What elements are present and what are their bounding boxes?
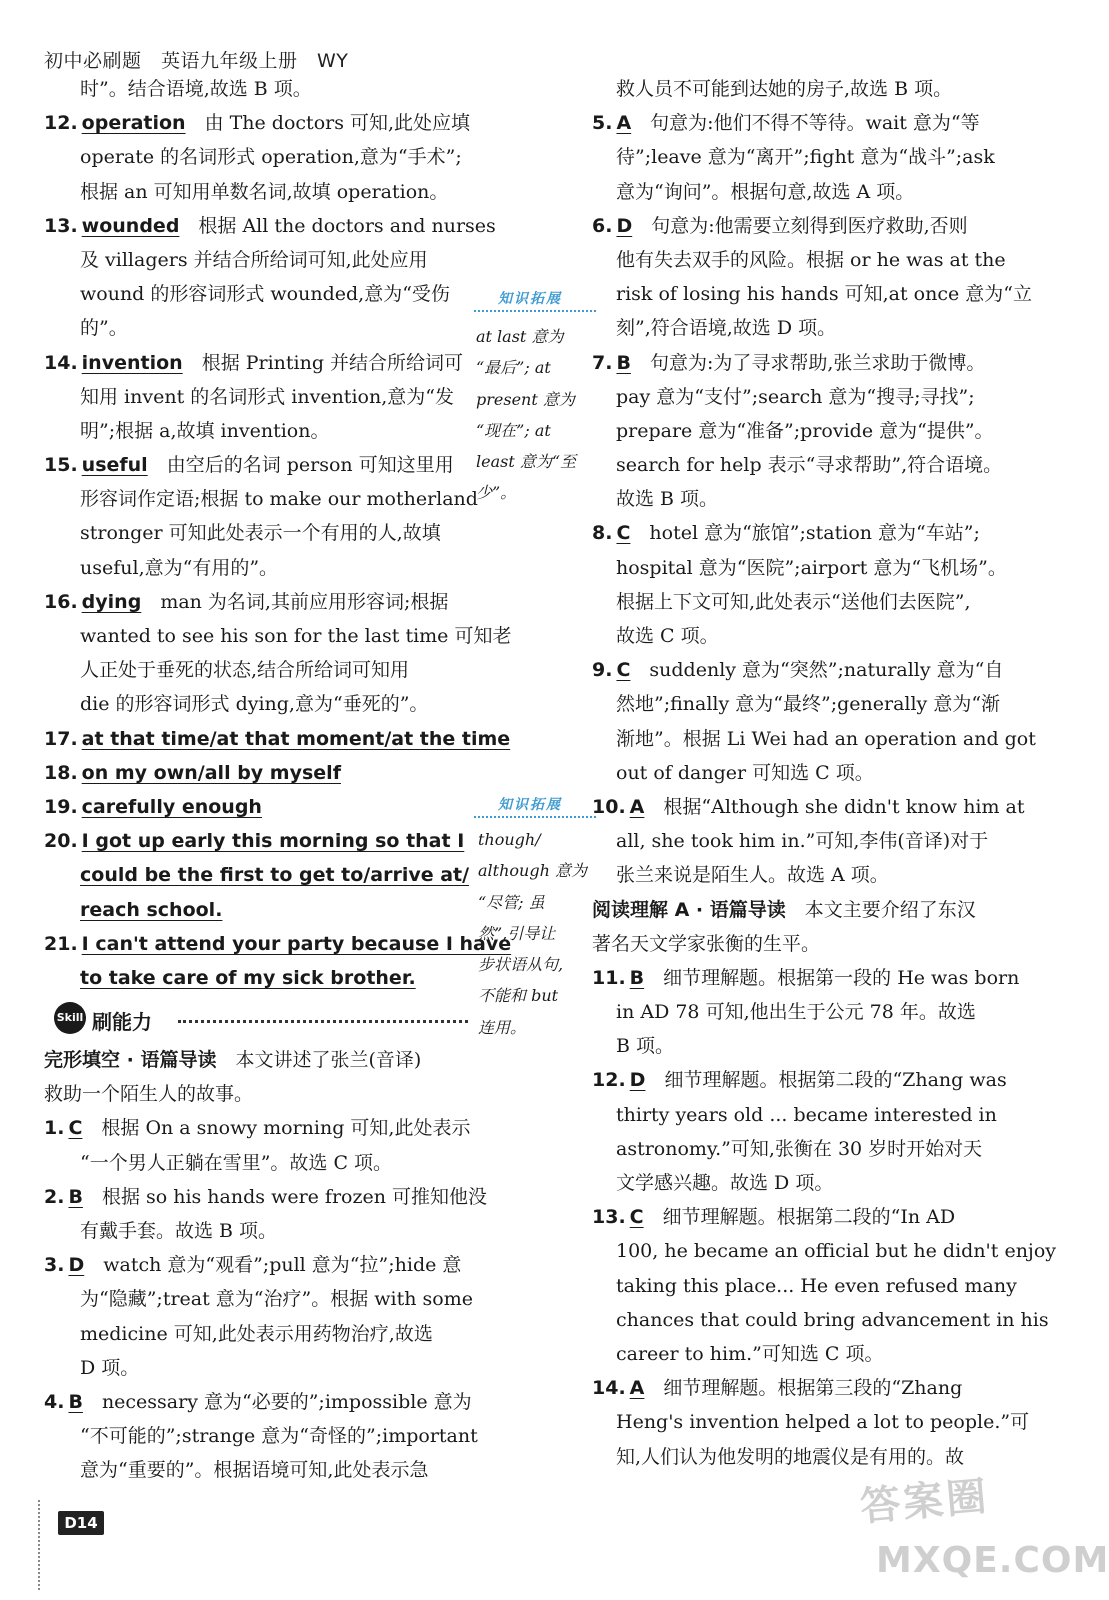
explanation-text: wound 的形容词形式 wounded,意为“受伤 <box>80 283 450 306</box>
answer-line <box>44 1111 474 1145</box>
explanation-text: 由 The doctors 可知,此处应填 <box>185 112 471 135</box>
answer-line <box>44 1077 474 1111</box>
answer-line <box>44 722 511 756</box>
explanation-text: 细节理解题。根据第二段的“Zhang was <box>645 1069 1007 1092</box>
answer-line <box>592 516 1017 550</box>
answer-line <box>592 482 1017 516</box>
explanation-text: 由空后的名词 person 可知这里用 <box>147 454 454 477</box>
explanation-text: operate 的名词形式 operation,意为“手术”; <box>80 146 462 169</box>
answer-line <box>44 72 474 106</box>
explanation-text: astronomy.”可知,张衡在 30 岁时开始对天 <box>616 1137 983 1160</box>
answer-line <box>592 961 1020 995</box>
sidebar-note-line: least 意为“至 <box>476 452 577 472</box>
item-number: 19. <box>44 795 78 818</box>
answer-line <box>592 1269 1017 1303</box>
answer-text: C <box>616 659 631 682</box>
item-number: 12. <box>592 1069 626 1092</box>
answer-text: I can't attend your party because I have <box>81 932 512 955</box>
answer-text: reach school. <box>80 898 223 921</box>
explanation-text: all, she took him in.”可知,李伟(音译)对于 <box>616 830 989 853</box>
answer-line <box>44 1453 474 1487</box>
answer-line <box>44 482 478 516</box>
explanation-text: 根据 an 可知用单数名词,故填 operation。 <box>80 180 449 203</box>
explanation-text: 著名天文学家张衡的生平。 <box>592 932 821 955</box>
answer-line <box>44 346 474 380</box>
knowledge-extension-banner <box>474 288 596 312</box>
explanation-text: 意为“询问”。根据句意,故选 A 项。 <box>616 180 915 203</box>
answer-line <box>592 72 1017 106</box>
answer-line <box>592 106 1017 140</box>
answer-line <box>44 893 474 927</box>
answer-line <box>44 858 474 892</box>
answer-text: could be the first to get to/arrive at/ <box>80 864 470 887</box>
explanation-text: pay 意为“支付”;search 意为“搜寻;寻找”; <box>616 385 975 408</box>
explanation-text: 细节理解题。根据第一段的 He was born <box>644 966 1020 989</box>
sidebar-note-line: present 意为 <box>476 389 575 409</box>
running-header: 初中必刷题 英语九年级上册 WY <box>44 50 349 72</box>
answer-line <box>44 209 496 243</box>
answer-line <box>592 1371 1017 1405</box>
answer-text: B <box>68 1185 83 1208</box>
explanation-text: die 的形容词形式 dying,意为“垂死的”。 <box>80 693 429 716</box>
answer-text: dying <box>81 590 142 613</box>
page-number: D14 <box>58 1511 104 1535</box>
explanation-text: useful,意为“有用的”。 <box>80 556 279 579</box>
answer-text: at that time/at that moment/at the time <box>81 727 511 750</box>
explanation-text: 知用 invent 的名词形式 invention,意为“发 <box>80 385 454 408</box>
explanation-text: 根据 All the doctors and nurses <box>179 214 496 237</box>
explanation-text: 知,人们认为他发明的地震仪是有用的。故 <box>616 1445 965 1468</box>
explanation-text: career to him.”可知选 C 项。 <box>616 1342 884 1365</box>
answer-line <box>44 1043 474 1077</box>
answer-line <box>592 1098 1017 1132</box>
explanation-text: man 为名词,其前应用形容词;根据 <box>141 590 449 613</box>
watermark-url: MXQE.COM <box>876 1540 1109 1581</box>
explanation-text: 100, he became an official but he didn't enjoy <box>616 1240 1056 1263</box>
answer-line <box>592 619 1017 653</box>
explanation-text: 待”;leave 意为“离开”;fight 意为“战斗”;ask <box>616 146 995 169</box>
answer-line <box>592 1234 1056 1268</box>
sidebar-note-line: “最后”; at <box>476 358 551 378</box>
explanation-text: hotel 意为“旅馆”;station 意为“车站”; <box>630 522 980 545</box>
explanation-text: 救助一个陌生人的故事。 <box>44 1083 254 1106</box>
sidebar-note-line: “尽管; 虽 <box>478 892 545 912</box>
answer-line <box>44 311 474 345</box>
answer-line <box>44 824 474 858</box>
explanation-text: 本文讲述了张兰(音译) <box>216 1049 422 1072</box>
answer-line <box>44 277 474 311</box>
explanation-text: B 项。 <box>616 1035 675 1058</box>
answer-line <box>592 858 1017 892</box>
explanation-text: 人正处于垂死的状态,结合所给词可知用 <box>80 659 410 682</box>
answer-line <box>44 653 474 687</box>
item-number: 5. <box>592 112 613 135</box>
answer-line <box>44 243 474 277</box>
answer-text: B <box>68 1390 83 1413</box>
answer-text: on my own/all by myself <box>81 761 341 784</box>
answer-line <box>592 687 1017 721</box>
item-number: 9. <box>592 659 613 682</box>
answer-line <box>44 414 474 448</box>
knowledge-extension-label: 知识拓展 <box>498 291 562 307</box>
explanation-text: suddenly 意为“突然”;naturally 意为“自 <box>630 659 1004 682</box>
answer-line <box>44 1180 488 1214</box>
skill-badge-icon: Skill <box>54 1002 86 1034</box>
explanation-text: 意为“重要的”。根据语境可知,此处表示急 <box>80 1459 429 1482</box>
item-number: 14. <box>592 1377 626 1400</box>
answer-line <box>592 824 1017 858</box>
item-number: 21. <box>44 932 78 955</box>
explanation-text: 文学感兴趣。故选 D 项。 <box>616 1172 834 1194</box>
item-number: 2. <box>44 1185 65 1208</box>
explanation-text: chances that could bring advancement in his <box>616 1308 1049 1331</box>
item-number: 6. <box>592 214 613 237</box>
answer-line <box>44 790 474 824</box>
answer-line <box>592 448 1017 482</box>
explanation-text: 为“隐藏”;treat 意为“治疗”。根据 with some <box>80 1288 473 1311</box>
answer-line <box>592 209 1017 243</box>
explanation-text: Heng's invention helped a lot to people.”可 <box>616 1411 1030 1434</box>
sidebar-note-line: although 意为 <box>478 861 587 881</box>
answer-line <box>592 722 1036 756</box>
explanation-text: 刻”,符合语境,故选 D 项。 <box>616 317 837 340</box>
explanation-text: thirty years old ... became interested in <box>616 1103 997 1126</box>
item-number: 15. <box>44 454 78 477</box>
answer-line <box>592 1132 1017 1166</box>
answer-text: operation <box>81 112 186 135</box>
answer-line <box>592 995 1017 1029</box>
answer-text: to take care of my sick brother. <box>80 966 416 989</box>
answer-text: C <box>68 1117 83 1140</box>
explanation-text: prepare 意为“准备”;provide 意为“提供”。 <box>616 419 994 442</box>
sidebar-note-line: at last 意为 <box>476 327 564 346</box>
explanation-text: 本文主要介绍了东汉 <box>785 898 976 921</box>
answer-line <box>592 1166 1017 1200</box>
answer-text: carefully enough <box>81 795 262 818</box>
answer-text: A <box>629 795 645 818</box>
explanation-text: in AD 78 可知,他出生于公元 78 年。故选 <box>616 1001 976 1024</box>
answer-line <box>592 756 1017 790</box>
explanation-text: out of danger 可知选 C 项。 <box>616 761 874 784</box>
sidebar-note-line: 然”,引导让 <box>478 923 556 943</box>
answer-line <box>592 653 1017 687</box>
explanation-text: risk of losing his hands 可知,at once 意为“立 <box>616 283 1032 306</box>
answer-line <box>592 927 1017 961</box>
answer-line <box>592 414 1017 448</box>
explanation-text: 根据 so his hands were frozen 可推知他没 <box>82 1185 488 1208</box>
answer-text: wounded <box>81 214 180 237</box>
explanation-text: 根据 On a snowy morning 可知,此处表示 <box>82 1117 471 1140</box>
sidebar-note-2 <box>478 824 587 1043</box>
explanation-text: taking this place... He even refused many <box>616 1274 1017 1297</box>
sidebar-note-line: 连用。 <box>478 1017 527 1037</box>
item-number: 10. <box>592 795 626 818</box>
answer-text: I got up early this morning so that I <box>81 830 465 853</box>
explanation-text: 的”。 <box>80 317 128 340</box>
answer-line <box>592 1405 1030 1439</box>
answer-line <box>44 551 474 585</box>
answer-text: A <box>616 112 632 135</box>
answer-line <box>44 1282 474 1316</box>
right-column <box>592 72 1056 1474</box>
answer-line <box>592 140 1017 174</box>
answer-line <box>592 1063 1017 1097</box>
reading-guide-label: 阅读理解 A · 语篇导读 <box>592 898 786 921</box>
answer-line <box>44 448 474 482</box>
explanation-text: 时”。结合语境,故选 B 项。 <box>80 78 312 100</box>
item-number: 4. <box>44 1390 65 1413</box>
answer-line <box>44 1248 474 1282</box>
answer-line <box>592 585 1017 619</box>
answer-line <box>592 380 1017 414</box>
answer-line <box>592 1303 1049 1337</box>
answer-text: useful <box>81 454 148 477</box>
answer-line <box>44 1385 474 1419</box>
explanation-text: 然地”;finally 意为“最终”;generally 意为“渐 <box>616 693 1001 716</box>
item-number: 14. <box>44 351 78 374</box>
explanation-text: 他有失去双手的风险。根据 or he was at the <box>616 248 1006 271</box>
watermark-logo: 答案圈 <box>858 1473 992 1531</box>
answer-text: C <box>629 1206 644 1229</box>
item-number: 8. <box>592 522 613 545</box>
answer-text: D <box>616 214 633 237</box>
explanation-text: 形容词作定语;根据 to make our motherland <box>80 488 478 511</box>
explanation-text: “一个男人正躺在雪里”。故选 C 项。 <box>80 1151 393 1174</box>
answer-line <box>592 346 1017 380</box>
answer-line <box>44 619 512 653</box>
answer-line <box>44 585 474 619</box>
answer-line <box>592 311 1017 345</box>
answer-text: D <box>629 1069 646 1092</box>
explanation-text: hospital 意为“医院”;airport 意为“飞机场”。 <box>616 556 1007 579</box>
answer-text: A <box>629 1377 645 1400</box>
answer-line <box>592 551 1017 585</box>
explanation-text: 根据“Although she didn't know him at <box>644 795 1025 818</box>
answer-line <box>592 243 1017 277</box>
answer-text: D <box>68 1254 85 1277</box>
answer-line <box>44 380 474 414</box>
explanation-text: 根据 Printing 并结合所给词可 <box>182 351 464 374</box>
item-number: 16. <box>44 590 78 613</box>
explanation-text: 张兰来说是陌生人。故选 A 项。 <box>616 864 889 887</box>
explanation-text: 句意为:为了寻求帮助,张兰求助于微博。 <box>630 351 986 374</box>
answer-line <box>44 1317 474 1351</box>
explanation-text: search for help 表示“寻求帮助”,符合语境。 <box>616 454 1003 477</box>
item-number: 13. <box>592 1206 626 1229</box>
answer-line <box>44 1214 474 1248</box>
explanation-text: 渐地”。根据 Li Wei had an operation and got <box>616 727 1036 750</box>
explanation-text: stronger 可知此处表示一个有用的人,故填 <box>80 522 441 545</box>
sidebar-note-line: 步状语从句, <box>478 955 564 975</box>
answer-line <box>592 1200 1017 1234</box>
answer-line <box>44 516 474 550</box>
explanation-text: wanted to see his son for the last time 可知老 <box>80 625 512 647</box>
explanation-text: 明”;根据 a,故填 invention。 <box>80 419 330 442</box>
item-number: 3. <box>44 1254 65 1277</box>
item-number: 20. <box>44 830 78 853</box>
answer-line <box>592 1029 1017 1063</box>
explanation-text: “不可能的”;strange 意为“奇怪的”;important <box>80 1425 478 1448</box>
answer-line <box>44 961 474 995</box>
item-number: 17. <box>44 727 78 750</box>
explanation-text: 救人员不可能到达她的房子,故选 B 项。 <box>616 78 953 100</box>
sidebar-note-line: 少”。 <box>476 483 517 503</box>
answer-text: invention <box>81 351 183 374</box>
knowledge-extension-label: 知识拓展 <box>498 797 562 813</box>
answer-line <box>44 927 512 961</box>
answer-line <box>44 1351 474 1385</box>
sidebar-note-line: though/ <box>478 830 541 849</box>
explanation-text: medicine 可知,此处表示用药物治疗,故选 <box>80 1322 433 1345</box>
item-number: 13. <box>44 214 78 237</box>
answer-text: C <box>616 522 631 545</box>
answer-text: B <box>616 351 631 374</box>
answer-text: B <box>629 966 645 989</box>
answer-line <box>44 687 474 721</box>
answer-line <box>44 140 474 174</box>
explanation-text: 故选 C 项。 <box>616 625 719 647</box>
explanation-text: 细节理解题。根据第二段的“In AD <box>643 1206 956 1229</box>
answer-line <box>592 277 1032 311</box>
explanation-text: 故选 B 项。 <box>616 488 719 511</box>
reading-guide-label: 完形填空 · 语篇导读 <box>44 1049 217 1072</box>
item-number: 11. <box>592 966 626 989</box>
answer-line <box>592 893 1017 927</box>
answer-line <box>592 175 1017 209</box>
dotted-divider <box>178 1020 468 1023</box>
explanation-text: 有戴手套。故选 B 项。 <box>80 1220 278 1242</box>
page-corner-mark <box>38 1500 52 1590</box>
explanation-text: 细节理解题。根据第三段的“Zhang <box>644 1377 963 1400</box>
explanation-text: 句意为:他需要立刻得到医疗救助,否则 <box>632 214 968 237</box>
item-number: 1. <box>44 1117 65 1140</box>
sidebar-note-1 <box>476 321 576 509</box>
answer-line <box>44 175 474 209</box>
item-number: 7. <box>592 351 613 374</box>
explanation-text: 句意为:他们不得不等待。wait 意为“等 <box>631 112 980 135</box>
answer-line <box>44 1419 478 1453</box>
sidebar-note-line: “现在”; at <box>476 420 551 440</box>
explanation-text: 根据上下文可知,此处表示“送他们去医院”, <box>616 590 971 613</box>
answer-line <box>592 1337 1017 1371</box>
section-title: 刷能力 <box>92 1010 152 1034</box>
knowledge-extension-banner <box>474 794 596 818</box>
answer-line <box>44 756 474 790</box>
explanation-text: watch 意为“观看”;pull 意为“拉”;hide 意 <box>84 1254 462 1277</box>
explanation-text: 及 villagers 并结合所给词可知,此处应用 <box>80 248 428 271</box>
item-number: 18. <box>44 761 78 784</box>
section-heading <box>54 1000 474 1040</box>
sidebar-note-line: 不能和 but <box>478 986 559 1006</box>
explanation-text: D 项。 <box>80 1356 140 1379</box>
item-number: 12. <box>44 112 78 135</box>
answer-line <box>592 790 1025 824</box>
answer-line <box>44 1146 474 1180</box>
explanation-text: necessary 意为“必要的”;impossible 意为 <box>82 1390 472 1413</box>
answer-line <box>44 106 474 140</box>
